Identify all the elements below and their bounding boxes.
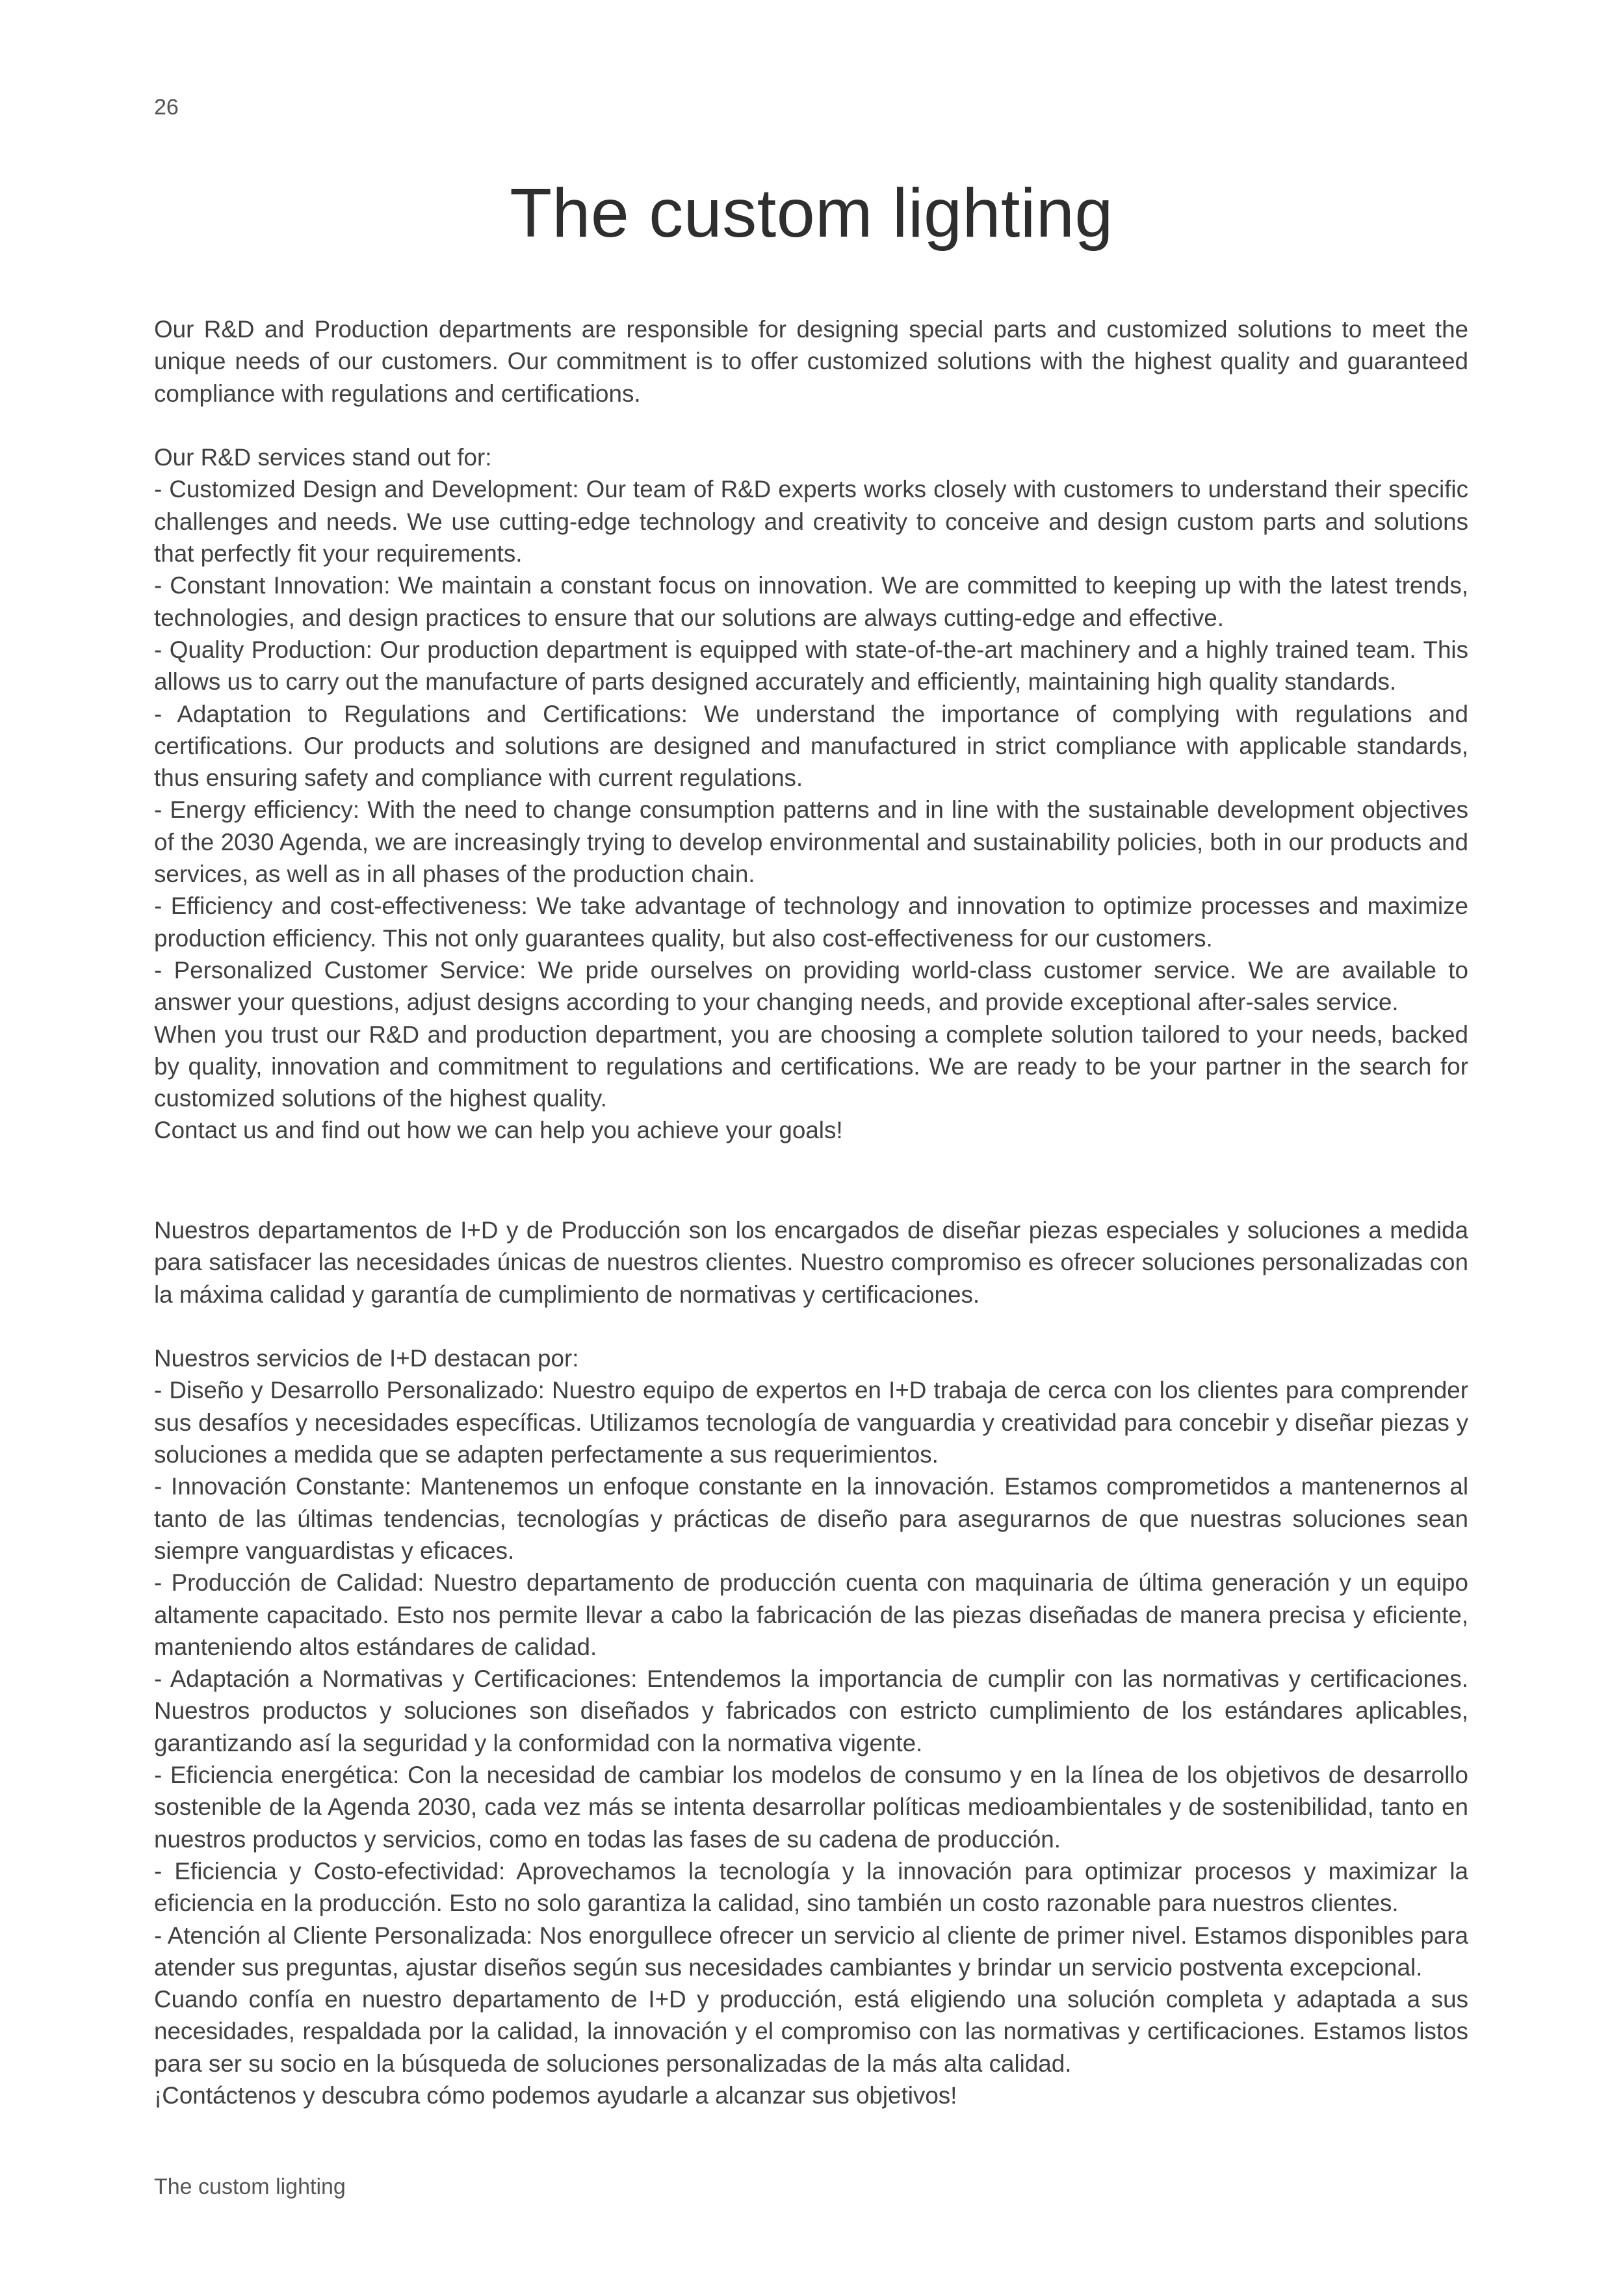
footer-title: The custom lighting	[154, 2174, 346, 2199]
spanish-section	[154, 1214, 1468, 2111]
list-item: - Energy efficiency: With the need to change consumption patterns and in line with the sustainable development objectives of the 2030 Agenda, we are increasingly trying to develop environmental and sustainability policies, both in our products and services, as well as in all phases of the production chain.	[154, 796, 1468, 888]
call-to-action: ¡Contáctenos y descubra cómo podemos ayudarle a alcanzar sus objetivos!	[154, 2082, 957, 2109]
list-item: - Efficiency and cost-effectiveness: We take advantage of technology and innovation to optimize processes and maximize production efficiency. This not only guarantees quality, but also cost-effectiveness for our customers.	[154, 893, 1468, 952]
list-item: - Atención al Cliente Personalizada: Nos enorgullece ofrecer un servicio al cliente de primer nivel. Estamos disponibles para atender sus preguntas, ajustar diseños según sus necesidades cambiantes y brindar un servicio postventa excepcional.	[154, 1922, 1468, 1981]
paragraph-spacer	[154, 410, 1468, 441]
list-item: - Customized Design and Development: Our team of R&D experts works closely with customers to understand their specific challenges and needs. We use cutting-edge technology and creativity to conceive and design custom parts and solutions that perfectly fit your requirements.	[154, 476, 1468, 567]
list-item: - Adaptation to Regulations and Certifications: We understand the importance of complying with regulations and certifications. Our products and solutions are designed and manufactured in strict compliance with applicable standards, thus ensuring safety and compliance with current regulations.	[154, 700, 1468, 792]
call-to-action: Contact us and find out how we can help you achieve your goals!	[154, 1117, 843, 1144]
list-item: - Producción de Calidad: Nuestro departamento de producción cuenta con maquinaria de última generación y un equipo altamente capacitado. Esto nos permite llevar a cabo la fabricación de las piezas diseñadas de manera precisa y eficiente, manteniendo altos estándares de calidad.	[154, 1569, 1468, 1660]
list-item: - Personalized Customer Service: We pride ourselves on providing world-class customer service. We are available to answer your questions, adjust designs according to your changing needs, and provide exceptional after-sales service.	[154, 956, 1468, 1016]
list-item: - Eficiencia energética: Con la necesidad de cambiar los modelos de consumo y en la línea de los objetivos de desarrollo sostenible de la Agenda 2030, cada vez más se intenta desarrollar políticas medioambientales y de sostenibilidad, tanto en nuestros productos y servicios, como en todas las fases de su cadena de producción.	[154, 1762, 1468, 1853]
list-item: - Diseño y Desarrollo Personalizado: Nuestro equipo de expertos en I+D trabaja de cerca con los clientes para comprender sus desafíos y necesidades específicas. Utilizamos tecnología de vanguardia y creatividad para concebir y diseñar piezas y soluciones a medida que se adapten perfectamente a sus requerimientos.	[154, 1377, 1468, 1468]
closing-paragraph: When you trust our R&D and production department, you are choosing a complete solution tailored to your needs, backed by quality, innovation and commitment to regulations and certifications. We are ready to be your partner in the search for customized solutions of the highest quality.	[154, 1021, 1468, 1112]
intro-paragraph: Our R&D and Production departments are responsible for designing special parts and customized solutions to meet the unique needs of our customers. Our commitment is to offer customized solutions with the highest quality and guaranteed compliance with regulations and certifications.	[154, 316, 1468, 407]
english-section	[154, 313, 1468, 1147]
list-item: - Innovación Constante: Mantenemos un enfoque constante en la innovación. Estamos comprometidos a mantenernos al tanto de las últimas tendencias, tecnologías y prácticas de diseño para asegurarnos de que nuestras soluciones sean siempre vanguardistas y eficaces.	[154, 1473, 1468, 1564]
list-item: - Adaptación a Normativas y Certificaciones: Entendemos la importancia de cumplir con las normativas y certificaciones. Nuestros productos y soluciones son diseñados y fabricados con estricto cumplimiento de los estándares aplicables, garantizando así la seguridad y la conformidad con la normativa vigente.	[154, 1665, 1468, 1756]
paragraph-spacer	[154, 1311, 1468, 1342]
list-item: - Constant Innovation: We maintain a constant focus on innovation. We are committed to keeping up with the latest trends, technologies, and design practices to ensure that our solutions are always cutting-edge and effective.	[154, 572, 1468, 631]
page-title: The custom lighting	[510, 175, 1113, 252]
list-item: - Eficiencia y Costo-efectividad: Aprovechamos la tecnología y la innovación para optimizar procesos y maximizar la eficiencia en la producción. Esto no solo garantiza la calidad, sino también un costo razonable para nuestros clientes.	[154, 1857, 1468, 1917]
list-item: - Quality Production: Our production department is equipped with state-of-the-art machinery and a highly trained team. This allows us to carry out the manufacture of parts designed accurately and efficiently, maintaining high quality standards.	[154, 636, 1468, 696]
page-number: 26	[154, 95, 179, 120]
services-heading: Nuestros servicios de I+D destacan por:	[154, 1345, 579, 1372]
services-heading: Our R&D services stand out for:	[154, 444, 492, 471]
intro-paragraph: Nuestros departamentos de I+D y de Producción son los encargados de diseñar piezas especiales y soluciones a medida para satisfacer las necesidades únicas de nuestros clientes. Nuestro compromiso es ofrecer soluciones personalizadas con la máxima calidad y garantía de cumplimiento de normativas y certificaciones.	[154, 1217, 1468, 1308]
closing-paragraph: Cuando confía en nuestro departamento de I+D y producción, está eligiendo una solución completa y adaptada a sus necesidades, respaldada por la calidad, la innovación y el compromiso con las normativas y certificaciones. Estamos listos para ser su socio en la búsqueda de soluciones personalizadas de la más alta calidad.	[154, 1986, 1468, 2077]
